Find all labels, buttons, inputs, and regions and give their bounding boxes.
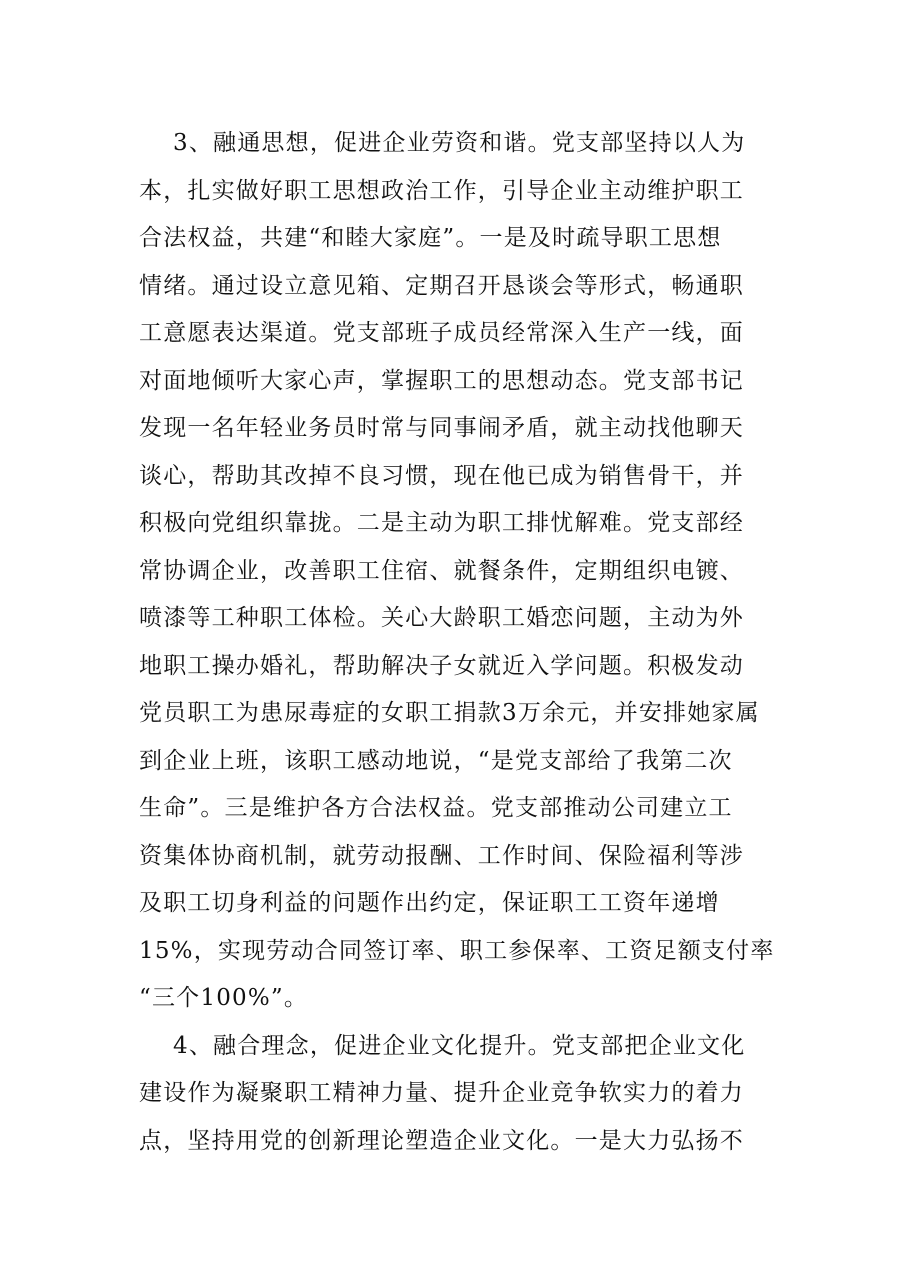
paragraph-3-line: 地职工操办婚礼，帮助解决子女就近入学问题。积极发动 xyxy=(139,652,744,679)
paragraph-3-line: 谈心，帮助其改掉不良习惯，现在他已成为销售骨干，并 xyxy=(139,462,744,489)
paragraph-3-line: 对面地倾听大家心声，掌握职工的思想动态。党支部书记 xyxy=(139,367,744,394)
paragraph-4-line: 建设作为凝聚职工精神力量、提升企业竞争软实力的着力 xyxy=(139,1080,744,1106)
paragraph-3-line: 常协调企业，改善职工住宿、就餐条件，定期组织电镀、 xyxy=(139,557,744,584)
document-body xyxy=(139,120,779,1165)
paragraph-3-line: 情绪。通过设立意见箱、定期召开恳谈会等形式，畅通职 xyxy=(139,272,744,299)
paragraph-4-line: 4、融合理念，促进企业文化提升。党支部把企业文化 xyxy=(173,1032,746,1059)
paragraph-3-line: 15%，实现劳动合同签订率、职工参保率、工资足额支付率 xyxy=(139,937,775,964)
paragraph-3-line: “三个100%”。 xyxy=(139,985,309,1011)
paragraph-3-line: 喷漆等工种职工体检。关心大龄职工婚恋问题，主动为外 xyxy=(139,605,744,631)
paragraph-3-line: 资集体协商机制，就劳动报酬、工作时间、保险福利等涉 xyxy=(139,842,744,869)
paragraph-4-line: 点，坚持用党的创新理论塑造企业文化。一是大力弘扬不 xyxy=(139,1127,744,1154)
paragraph-3-line: 到企业上班，该职工感动地说，“是党支部给了我第二次 xyxy=(139,747,733,774)
paragraph-3-line: 积极向党组织靠拢。二是主动为职工排忧解难。党支部经 xyxy=(139,510,744,536)
paragraph-3-line: 生命”。三是维护各方合法权益。党支部推动公司建立工 xyxy=(139,795,733,821)
paragraph-3-line: 本，扎实做好职工思想政治工作，引导企业主动维护职工 xyxy=(139,177,744,204)
paragraph-3-line: 及职工切身利益的问题作出约定，保证职工工资年递增 xyxy=(139,890,720,916)
paragraph-3-line: 工意愿表达渠道。党支部班子成员经常深入生产一线，面 xyxy=(139,320,744,346)
paragraph-3-line: 党员职工为患尿毒症的女职工捐款3万余元，并安排她家属 xyxy=(139,700,760,726)
paragraph-3-line: 3、融通思想，促进企业劳资和谐。党支部坚持以人为 xyxy=(173,130,746,156)
paragraph-3-line: 发现一名年轻业务员时常与同事闹矛盾，就主动找他聊天 xyxy=(139,415,744,441)
paragraph-3-line: 合法权益，共建“和睦大家庭”。一是及时疏导职工思想 xyxy=(139,225,722,251)
